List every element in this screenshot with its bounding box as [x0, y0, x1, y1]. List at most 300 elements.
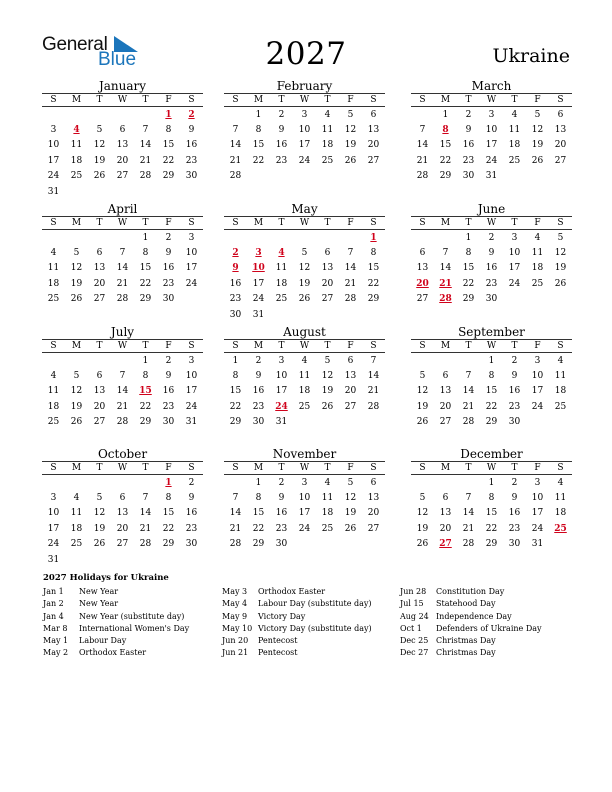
- month-table: [411, 93, 572, 184]
- weekday-header: W: [480, 462, 503, 475]
- weekday-header: F: [526, 462, 549, 475]
- month-august: [224, 325, 385, 430]
- month-table: [224, 461, 385, 552]
- weekday-header: S: [180, 217, 203, 230]
- week-row: [42, 399, 203, 414]
- weekday-header: T: [270, 217, 293, 230]
- holiday-entry: [222, 599, 372, 611]
- day-cell: 22: [139, 278, 152, 289]
- empty-cell: [157, 184, 180, 199]
- day-cell: 27: [416, 294, 429, 305]
- day-cell: 26: [416, 539, 429, 550]
- day-cell: 22: [485, 401, 498, 412]
- holiday-date: Jun 28: [400, 587, 427, 596]
- weekday-header: T: [88, 340, 111, 353]
- day-cell: 9: [511, 371, 518, 382]
- week-row: [411, 521, 572, 536]
- empty-cell: [42, 107, 65, 123]
- holiday-name: Labour Day: [79, 636, 127, 646]
- day-cell: 20: [116, 523, 129, 534]
- day-cell: 25: [47, 417, 60, 428]
- day-cell: 7: [419, 125, 426, 136]
- holiday-date: May 9: [222, 611, 248, 621]
- holiday-name: Victory Day: [258, 611, 306, 621]
- day-cell: 6: [442, 493, 449, 504]
- day-cell: 11: [321, 493, 334, 504]
- day-cell: 12: [70, 386, 83, 397]
- weekday-header: M: [247, 462, 270, 475]
- empty-cell: [316, 415, 339, 430]
- day-cell: 16: [185, 140, 198, 151]
- day-cell: 17: [298, 140, 311, 151]
- empty-cell: [134, 107, 157, 123]
- empty-cell: [411, 107, 434, 123]
- day-cell: 27: [554, 155, 567, 166]
- day-cell: 30: [162, 417, 175, 428]
- weekday-header: T: [457, 94, 480, 107]
- week-row: [411, 368, 572, 383]
- weekday-header: T: [503, 340, 526, 353]
- day-cell: 6: [96, 371, 103, 382]
- holiday-entry: [222, 624, 372, 636]
- week-row: [224, 292, 385, 307]
- weekday-header: F: [157, 462, 180, 475]
- empty-cell: [111, 552, 134, 567]
- weekday-header: W: [480, 340, 503, 353]
- empty-cell: [362, 415, 385, 430]
- day-cell: 27: [367, 155, 380, 166]
- weekday-header: W: [293, 217, 316, 230]
- week-row: [224, 276, 385, 291]
- day-cell: 27: [116, 171, 129, 182]
- weekday-header: F: [339, 340, 362, 353]
- holiday-name: Orthodox Easter: [79, 648, 147, 658]
- weekday-header: F: [526, 340, 549, 353]
- week-row: [224, 399, 385, 414]
- empty-cell: [42, 475, 65, 491]
- day-cell: 6: [96, 248, 103, 259]
- day-cell: 16: [162, 386, 175, 397]
- day-cell: 13: [116, 508, 129, 519]
- holiday-entry: [400, 648, 542, 660]
- day-cell: 14: [116, 263, 129, 274]
- day-cell: 9: [188, 493, 195, 504]
- day-cell: 30: [185, 171, 198, 182]
- day-cell: 11: [554, 493, 567, 504]
- day-cell: 12: [93, 140, 106, 151]
- day-cell: 1: [488, 355, 495, 366]
- day-cell: 7: [142, 493, 149, 504]
- day-cell: 25: [531, 278, 544, 289]
- empty-cell: [134, 552, 157, 567]
- month-december: [411, 447, 572, 552]
- day-cell: 8: [370, 248, 377, 259]
- holiday-day-cell: 3: [255, 248, 262, 259]
- day-cell: 1: [465, 232, 472, 243]
- day-cell: 5: [324, 355, 331, 366]
- holiday-day-cell: 21: [439, 278, 452, 289]
- day-cell: 12: [416, 508, 429, 519]
- weekday-header: F: [339, 94, 362, 107]
- week-row: [224, 122, 385, 137]
- week-row: [411, 353, 572, 369]
- empty-cell: [111, 107, 134, 123]
- day-cell: 16: [275, 140, 288, 151]
- day-cell: 24: [508, 278, 521, 289]
- week-row: [224, 245, 385, 260]
- day-cell: 29: [162, 539, 175, 550]
- day-cell: 20: [344, 386, 357, 397]
- holiday-name: New Year: [79, 587, 119, 596]
- day-cell: 17: [185, 386, 198, 397]
- week-row: [224, 384, 385, 399]
- weekday-header: S: [549, 462, 572, 475]
- day-cell: 27: [116, 539, 129, 550]
- weekday-header: M: [434, 340, 457, 353]
- day-cell: 13: [321, 263, 334, 274]
- day-cell: 1: [255, 109, 262, 120]
- day-cell: 19: [70, 401, 83, 412]
- day-cell: 5: [347, 477, 354, 488]
- day-cell: 26: [554, 278, 567, 289]
- holiday-entry: [400, 587, 542, 599]
- day-cell: 26: [416, 417, 429, 428]
- day-cell: 27: [367, 523, 380, 534]
- weekday-header: S: [362, 340, 385, 353]
- day-cell: 20: [93, 278, 106, 289]
- empty-cell: [316, 307, 339, 322]
- month-september: [411, 325, 572, 430]
- day-cell: 12: [70, 263, 83, 274]
- holiday-entry: [222, 587, 372, 599]
- week-row: [42, 153, 203, 168]
- weekday-header: S: [42, 462, 65, 475]
- month-november: [224, 447, 385, 552]
- day-cell: 9: [165, 248, 172, 259]
- weekday-header: S: [362, 217, 385, 230]
- month-table: [411, 216, 572, 307]
- week-row: [224, 506, 385, 521]
- weekday-header: T: [270, 340, 293, 353]
- empty-cell: [316, 537, 339, 552]
- weekday-header: T: [503, 462, 526, 475]
- day-cell: 25: [70, 171, 83, 182]
- day-cell: 28: [139, 171, 152, 182]
- weekday-header: S: [180, 340, 203, 353]
- month-title: November: [272, 447, 337, 461]
- holiday-day-cell: 27: [439, 539, 452, 550]
- day-cell: 31: [47, 554, 60, 565]
- holiday-date: Jul 15: [400, 599, 424, 609]
- week-row: [411, 292, 572, 307]
- day-cell: 23: [229, 294, 242, 305]
- day-cell: 22: [367, 278, 380, 289]
- day-cell: 24: [185, 278, 198, 289]
- holiday-date: May 4: [222, 599, 248, 609]
- week-row: [411, 475, 572, 491]
- day-cell: 20: [321, 278, 334, 289]
- holiday-date: Dec 27: [400, 648, 429, 658]
- empty-cell: [339, 307, 362, 322]
- day-cell: 8: [488, 493, 495, 504]
- holiday-day-cell: 28: [439, 294, 452, 305]
- day-cell: 5: [419, 493, 426, 504]
- weekday-header: T: [88, 217, 111, 230]
- day-cell: 13: [367, 493, 380, 504]
- day-cell: 6: [370, 477, 377, 488]
- empty-cell: [88, 353, 111, 369]
- holiday-date: Mar 8: [43, 623, 68, 633]
- day-cell: 10: [185, 248, 198, 259]
- day-cell: 13: [416, 263, 429, 274]
- day-cell: 17: [47, 523, 60, 534]
- month-title: April: [107, 202, 138, 216]
- month-october: [42, 447, 203, 567]
- day-cell: 22: [162, 523, 175, 534]
- day-cell: 23: [162, 401, 175, 412]
- day-cell: 25: [70, 539, 83, 550]
- empty-cell: [157, 552, 180, 567]
- holiday-column: [222, 587, 372, 661]
- week-row: [42, 122, 203, 137]
- day-cell: 8: [488, 371, 495, 382]
- empty-cell: [339, 415, 362, 430]
- day-cell: 7: [370, 355, 377, 366]
- week-row: [224, 521, 385, 536]
- holiday-date: May 1: [43, 636, 69, 646]
- day-cell: 25: [321, 523, 334, 534]
- holiday-entry: [400, 636, 542, 648]
- weekday-header: M: [247, 217, 270, 230]
- calendar-year: 2027: [265, 36, 347, 72]
- week-row: [224, 153, 385, 168]
- day-cell: 21: [116, 401, 129, 412]
- empty-cell: [180, 184, 203, 199]
- day-cell: 30: [185, 539, 198, 550]
- weekday-header: W: [111, 217, 134, 230]
- empty-cell: [88, 552, 111, 567]
- day-cell: 3: [301, 477, 308, 488]
- day-cell: 20: [93, 401, 106, 412]
- day-cell: 14: [462, 508, 475, 519]
- day-cell: 29: [229, 417, 242, 428]
- day-cell: 16: [185, 508, 198, 519]
- day-cell: 6: [370, 109, 377, 120]
- day-cell: 20: [367, 508, 380, 519]
- month-table: [224, 339, 385, 430]
- logo-word-general: General: [42, 34, 108, 55]
- day-cell: 21: [139, 155, 152, 166]
- day-cell: 2: [488, 232, 495, 243]
- day-cell: 12: [298, 263, 311, 274]
- day-cell: 1: [142, 355, 149, 366]
- weekday-header: S: [362, 94, 385, 107]
- day-cell: 22: [162, 155, 175, 166]
- empty-cell: [134, 184, 157, 199]
- holiday-day-cell: 8: [442, 125, 449, 136]
- day-cell: 12: [531, 125, 544, 136]
- empty-cell: [434, 230, 457, 246]
- week-row: [411, 230, 572, 246]
- day-cell: 1: [232, 355, 239, 366]
- day-cell: 10: [298, 125, 311, 136]
- day-cell: 5: [557, 232, 564, 243]
- day-cell: 21: [344, 278, 357, 289]
- day-cell: 30: [485, 294, 498, 305]
- weekday-header: T: [503, 94, 526, 107]
- weekday-header: S: [180, 94, 203, 107]
- week-row: [411, 276, 572, 291]
- empty-cell: [362, 537, 385, 552]
- day-cell: 10: [298, 493, 311, 504]
- holiday-entry: [400, 624, 542, 636]
- day-cell: 8: [255, 125, 262, 136]
- day-cell: 17: [508, 263, 521, 274]
- day-cell: 17: [485, 140, 498, 151]
- day-cell: 29: [367, 294, 380, 305]
- day-cell: 3: [188, 232, 195, 243]
- day-cell: 6: [347, 355, 354, 366]
- day-cell: 28: [416, 171, 429, 182]
- day-cell: 21: [229, 155, 242, 166]
- day-cell: 15: [229, 386, 242, 397]
- day-cell: 4: [534, 232, 541, 243]
- holiday-day-cell: 20: [416, 278, 429, 289]
- day-cell: 12: [93, 508, 106, 519]
- day-cell: 16: [508, 508, 521, 519]
- day-cell: 5: [534, 109, 541, 120]
- weekday-header: T: [316, 462, 339, 475]
- empty-cell: [339, 169, 362, 184]
- weekday-header: W: [293, 94, 316, 107]
- day-cell: 3: [50, 125, 57, 136]
- holiday-entry: [222, 648, 372, 660]
- empty-cell: [339, 230, 362, 246]
- day-cell: 1: [442, 109, 449, 120]
- weekday-header: S: [411, 217, 434, 230]
- holiday-entry: [43, 612, 189, 624]
- day-cell: 12: [416, 386, 429, 397]
- day-cell: 18: [508, 140, 521, 151]
- weekday-header: M: [65, 217, 88, 230]
- day-cell: 19: [321, 386, 334, 397]
- day-cell: 31: [47, 186, 60, 197]
- day-cell: 30: [508, 417, 521, 428]
- day-cell: 2: [511, 477, 518, 488]
- day-cell: 15: [367, 263, 380, 274]
- day-cell: 14: [367, 371, 380, 382]
- day-cell: 23: [185, 523, 198, 534]
- weekday-header: T: [88, 94, 111, 107]
- empty-cell: [549, 537, 572, 552]
- holiday-entry: [43, 648, 189, 660]
- empty-cell: [42, 353, 65, 369]
- day-cell: 7: [142, 125, 149, 136]
- day-cell: 4: [324, 477, 331, 488]
- day-cell: 11: [508, 125, 521, 136]
- weekday-header: F: [526, 217, 549, 230]
- month-table: [411, 461, 572, 552]
- day-cell: 24: [185, 401, 198, 412]
- holiday-name: Labour Day (substitute day): [258, 599, 372, 609]
- holiday-name: Statehood Day: [436, 599, 496, 609]
- day-cell: 28: [229, 171, 242, 182]
- week-row: [224, 107, 385, 123]
- day-cell: 18: [275, 278, 288, 289]
- empty-cell: [293, 230, 316, 246]
- week-row: [42, 276, 203, 291]
- day-cell: 9: [278, 493, 285, 504]
- day-cell: 26: [70, 417, 83, 428]
- day-cell: 13: [93, 386, 106, 397]
- day-cell: 17: [252, 278, 265, 289]
- day-cell: 18: [47, 401, 60, 412]
- day-cell: 14: [139, 508, 152, 519]
- month-title: September: [458, 325, 525, 339]
- week-row: [42, 353, 203, 369]
- weekday-header: M: [434, 94, 457, 107]
- holiday-name: Pentecost: [258, 648, 298, 658]
- day-cell: 9: [488, 248, 495, 259]
- month-table: [42, 461, 203, 567]
- day-cell: 16: [275, 508, 288, 519]
- holiday-entry: [43, 624, 189, 636]
- month-march: [411, 79, 572, 184]
- day-cell: 13: [439, 508, 452, 519]
- weekday-header: S: [180, 462, 203, 475]
- day-cell: 18: [70, 155, 83, 166]
- day-cell: 13: [554, 125, 567, 136]
- weekday-header: T: [270, 94, 293, 107]
- holiday-entry: [222, 612, 372, 624]
- day-cell: 29: [485, 417, 498, 428]
- empty-cell: [180, 292, 203, 307]
- week-row: [42, 292, 203, 307]
- weekday-header: T: [134, 94, 157, 107]
- day-cell: 17: [298, 508, 311, 519]
- day-cell: 13: [93, 263, 106, 274]
- day-cell: 6: [442, 371, 449, 382]
- month-title: March: [471, 79, 512, 93]
- month-title: February: [276, 79, 333, 93]
- month-title: July: [110, 325, 135, 339]
- empty-cell: [293, 169, 316, 184]
- week-row: [411, 261, 572, 276]
- day-cell: 17: [47, 155, 60, 166]
- weekday-header: T: [134, 462, 157, 475]
- month-january: [42, 79, 203, 199]
- day-cell: 5: [96, 125, 103, 136]
- empty-cell: [88, 475, 111, 491]
- day-cell: 8: [465, 248, 472, 259]
- day-cell: 29: [139, 294, 152, 305]
- day-cell: 27: [93, 417, 106, 428]
- month-table: [224, 216, 385, 322]
- holiday-entry: [400, 599, 542, 611]
- month-title: October: [97, 447, 148, 461]
- week-row: [411, 122, 572, 137]
- day-cell: 9: [465, 125, 472, 136]
- weekday-header: W: [480, 217, 503, 230]
- weekday-header: S: [411, 94, 434, 107]
- day-cell: 4: [50, 371, 57, 382]
- empty-cell: [180, 552, 203, 567]
- day-cell: 9: [165, 371, 172, 382]
- holiday-date: May 2: [43, 648, 69, 658]
- day-cell: 2: [278, 477, 285, 488]
- holiday-day-cell: 15: [139, 386, 152, 397]
- day-cell: 26: [70, 294, 83, 305]
